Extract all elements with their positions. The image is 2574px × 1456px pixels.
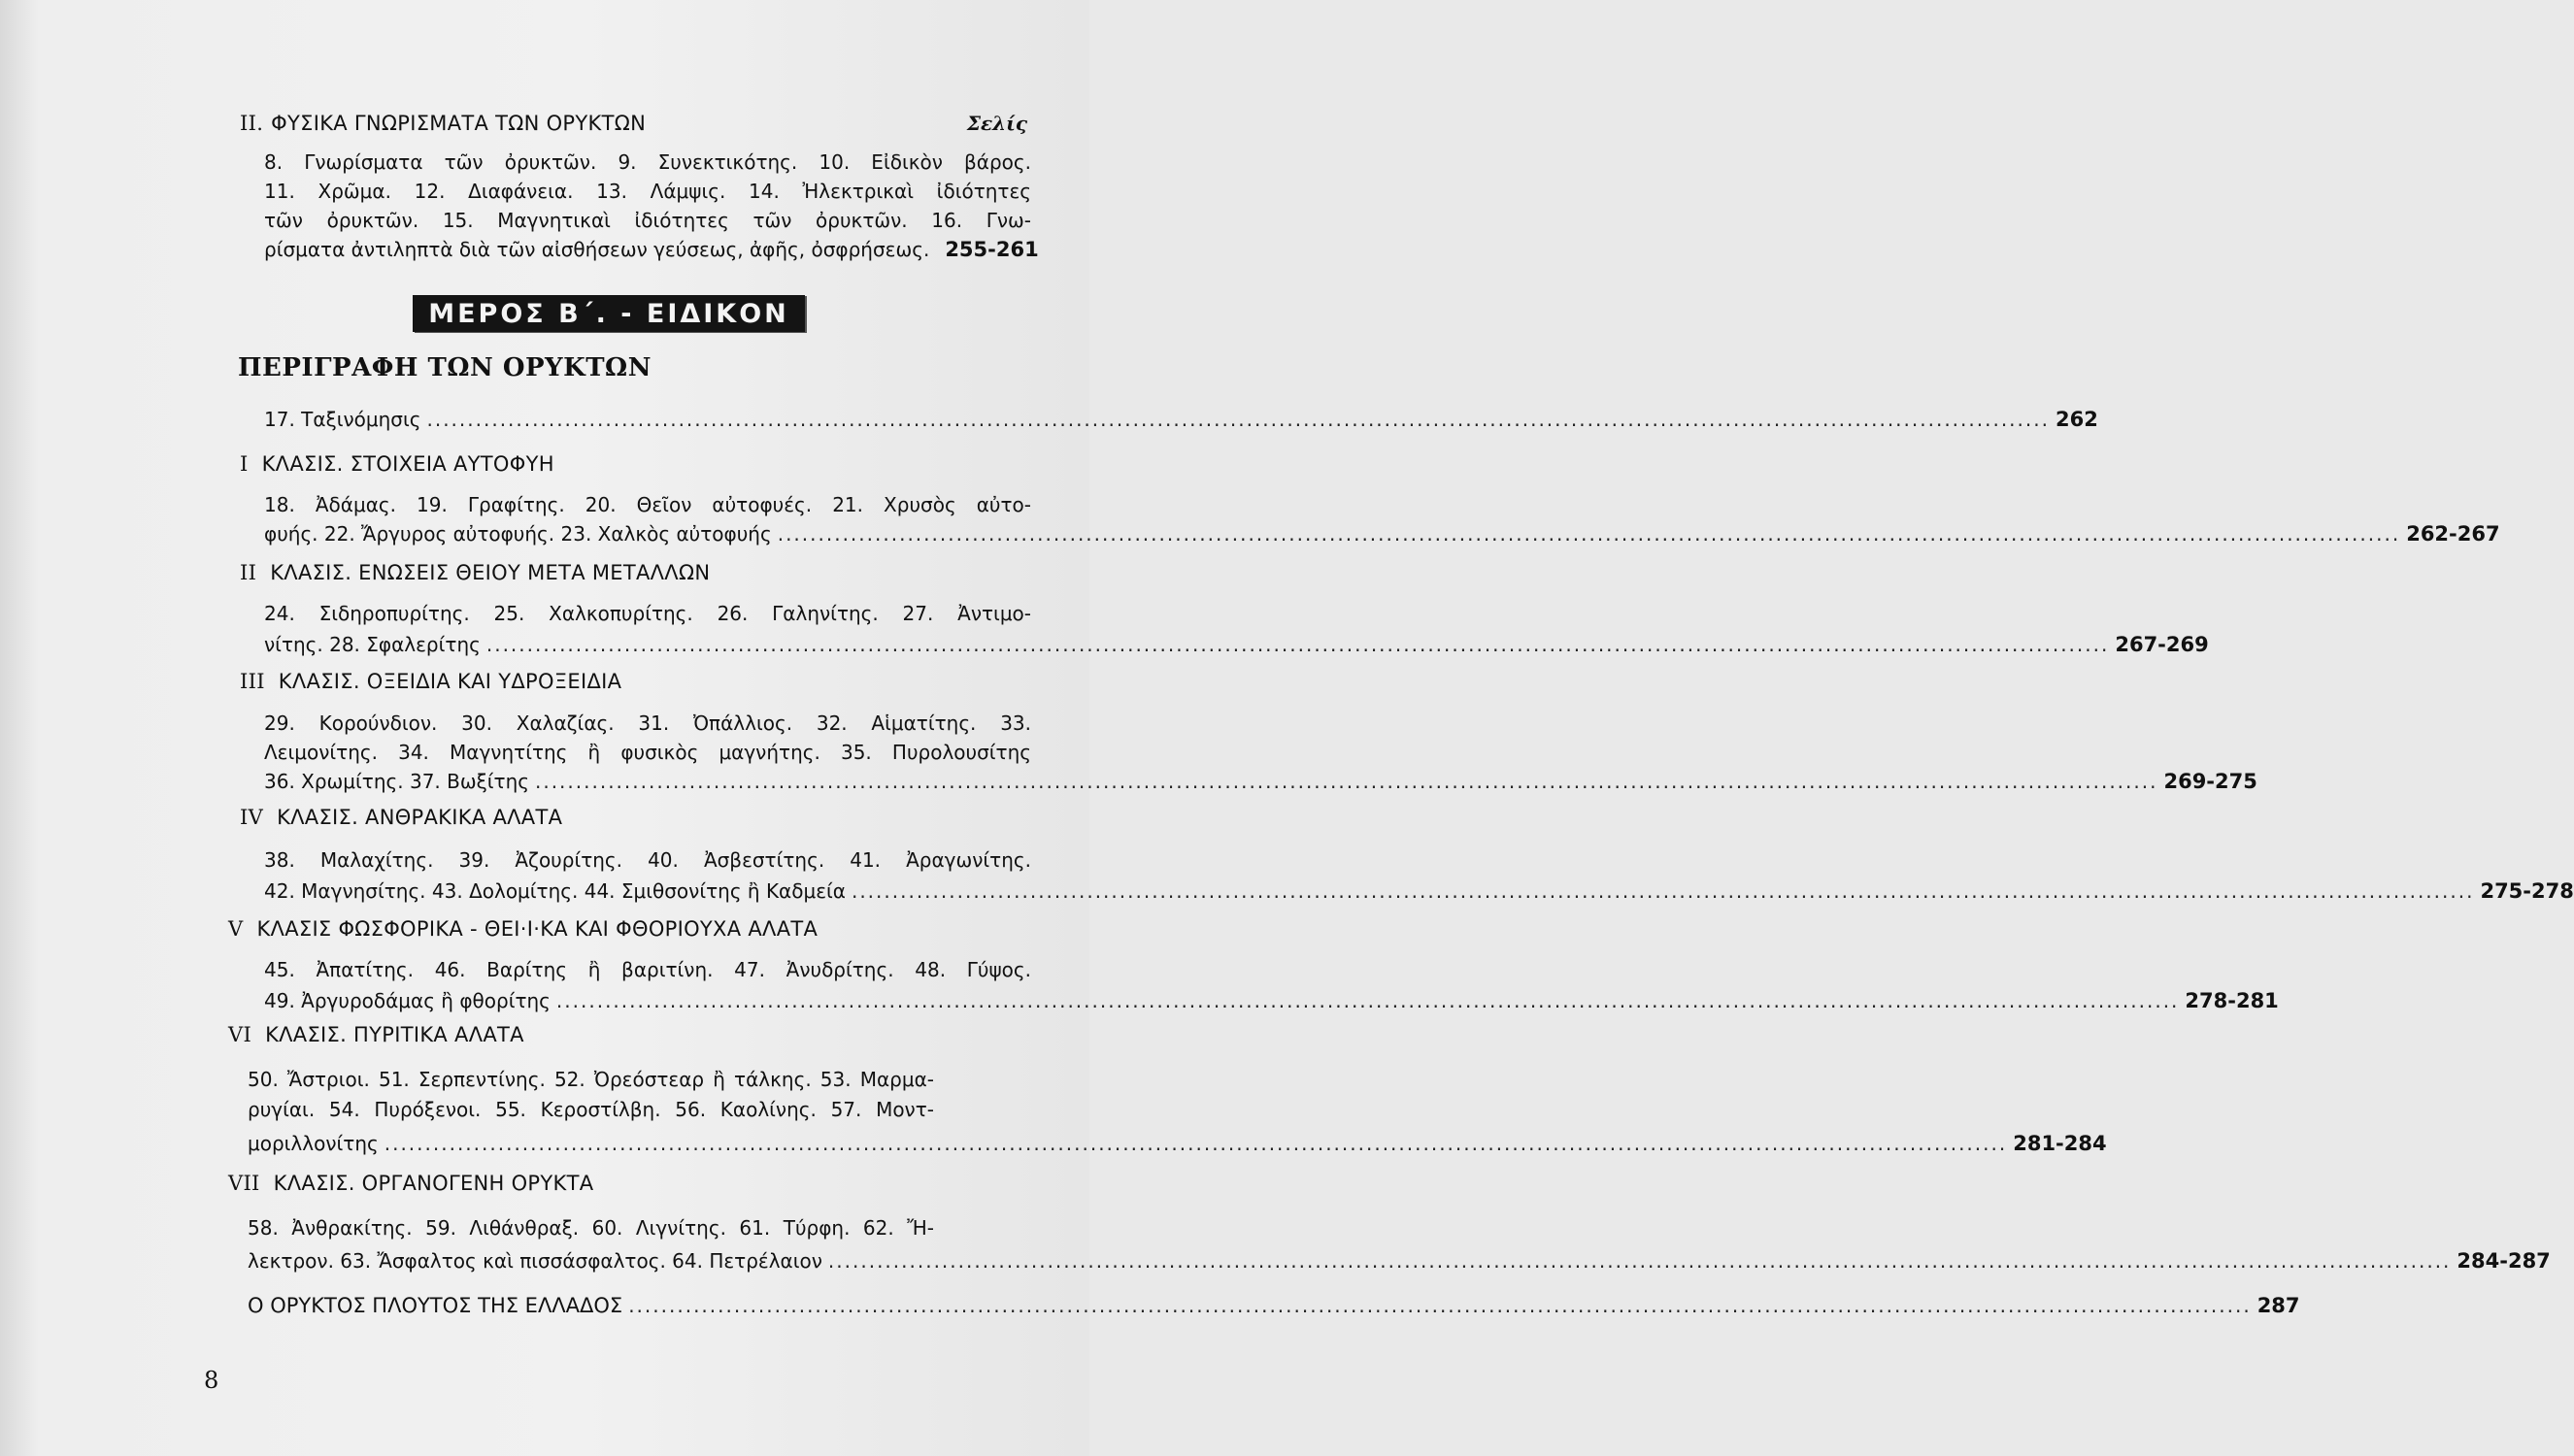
toc-text: 42. Μαγνησίτης. 43. Δολομίτης. 44. Σμιθσονίτης ἢ Καδμεία	[264, 879, 846, 903]
section-title: ΦΥΣΙΚΑ ΓΝΩΡΙΣΜΑΤΑ ΤΩΝ ΟΡΥΚΤΩΝ	[271, 112, 647, 135]
class-title: ΚΛΑΣΙΣ. ΑΝΘΡΑΚΙΚΑ ΑΛΑΤΑ	[277, 806, 563, 829]
page-range: 262	[2055, 408, 2098, 431]
class-numeral: V	[228, 917, 244, 941]
toc-line: ρυγίαι. 54. Πυρόξενοι. 55. Κεροστίλβη. 56. Καολίνης. 57. Μοντ-	[248, 1098, 934, 1121]
toc-text: 17. Ταξινόμησις	[264, 408, 421, 431]
page-range: 287	[2256, 1294, 2300, 1317]
leader-dots: ........................................................................................................................................................................................................	[555, 989, 2180, 1012]
leader-dots: ........................................................................................................................................................................................................	[777, 522, 2401, 546]
toc-line-last	[264, 238, 1039, 261]
toc-line: τῶν ὀρυκτῶν. 15. Μαγνητικαὶ ἰδιότητες τῶν ὀρυκτῶν. 16. Γνω-	[264, 209, 1031, 232]
class-heading	[240, 561, 710, 584]
class-title: ΚΛΑΣΙΣ. ΣΤΟΙΧΕΙΑ ΑΥΤΟΦΥΗ	[261, 452, 554, 476]
page-range: 255-261	[945, 238, 1039, 261]
toc-text: ρίσματα ἀντιληπτὰ διὰ τῶν αἰσθήσεων γεύσεως, ἀφῆς, ὀσφρήσεως.	[264, 238, 930, 261]
toc-text: φυής. 22. Ἄργυρος αὐτοφυής. 23. Χαλκὸς αὐτοφυής	[264, 522, 772, 546]
toc-line-last	[264, 879, 2574, 903]
class-heading	[240, 806, 562, 829]
part-banner: ΜΕΡΟΣ Β΄. - ΕΙΔΙΚΟΝ	[413, 295, 805, 332]
class-numeral: III	[240, 670, 265, 693]
toc-line: 18. Ἀδάμας. 19. Γραφίτης. 20. Θεῖον αὐτοφυές. 21. Χρυσὸς αὐτο-	[264, 493, 1031, 516]
toc-text: μοριλλονίτης	[248, 1132, 379, 1155]
class-title: ΚΛΑΣΙΣ. ΕΝΩΣΕΙΣ ΘΕΙΟΥ ΜΕΤΑ ΜΕΤΑΛΛΩΝ	[270, 561, 711, 584]
page-column-label: Σελίς	[966, 112, 1027, 135]
toc-line: 45. Ἀπατίτης. 46. Βαρίτης ἢ βαριτίνη. 47. Ἀνυδρίτης. 48. Γύψος.	[264, 958, 1031, 981]
toc-line-last	[264, 408, 2098, 431]
class-heading	[228, 1023, 524, 1046]
class-heading	[240, 452, 554, 476]
leader-dots: ........................................................................................................................................................................................................	[534, 770, 2158, 793]
leader-dots: ........................................................................................................................................................................................................	[426, 408, 2050, 431]
toc-line-last	[264, 770, 2257, 793]
class-numeral: VII	[228, 1172, 260, 1195]
leader-dots: ........................................................................................................................................................................................................	[485, 633, 2110, 656]
page-range: 269-275	[2163, 770, 2257, 793]
toc-line: 11. Χρῶμα. 12. Διαφάνεια. 13. Λάμψις. 14. Ἠλεκτρικαὶ ἰδιότητες	[264, 180, 1031, 203]
toc-line-last	[264, 522, 2500, 546]
section-heading-ii	[240, 112, 646, 135]
class-numeral: I	[240, 452, 249, 476]
class-heading	[240, 670, 621, 693]
class-title: ΚΛΑΣΙΣ ΦΩΣΦΟΡΙΚΑ - ΘΕΙ·Ι·ΚΑ ΚΑΙ ΦΘΟΡΙΟΥΧΑ ΑΛΑΤΑ	[256, 917, 819, 941]
class-heading	[228, 917, 818, 941]
class-title: ΚΛΑΣΙΣ. ΟΡΓΑΝΟΓΕΝΗ ΟΡΥΚΤΑ	[273, 1172, 594, 1195]
class-title: ΚΛΑΣΙΣ. ΟΞΕΙΔΙΑ ΚΑΙ ΥΔΡΟΞΕΙΔΙΑ	[278, 670, 622, 693]
toc-line: 24. Σιδηροπυρίτης. 25. Χαλκοπυρίτης. 26. Γαληνίτης. 27. Ἀντιμο-	[264, 602, 1031, 625]
toc-line: 50. Ἄστριοι. 51. Σερπεντίνης. 52. Ὀρεόστεαρ ἢ τάλκης. 53. Μαρμα-	[248, 1068, 934, 1091]
toc-line-last	[248, 1132, 2107, 1155]
toc-line-last	[248, 1294, 2300, 1317]
class-heading	[228, 1172, 593, 1195]
toc-text: 49. Ἀργυροδάμας ἢ φθορίτης	[264, 989, 551, 1012]
toc-text: Ο ΟΡΥΚΤΟΣ ΠΛΟΥΤΟΣ ΤΗΣ ΕΛΛΑΔΟΣ	[248, 1294, 623, 1317]
toc-line: 38. Μαλαχίτης. 39. Ἀζουρίτης. 40. Ἀσβεστίτης. 41. Ἀραγωνίτης.	[264, 848, 1031, 872]
class-numeral: II	[240, 561, 257, 584]
toc-line: 29. Κορούνδιον. 30. Χαλαζίας. 31. Ὀπάλλιος. 32. Αἱματίτης. 33.	[264, 711, 1031, 735]
toc-line-last	[248, 1249, 2551, 1273]
toc-line: 8. Γνωρίσματα τῶν ὀρυκτῶν. 9. Συνεκτικότης. 10. Εἰδικὸν βάρος.	[264, 150, 1031, 174]
page-range: 275-278	[2480, 879, 2574, 903]
toc-line-last	[264, 989, 2279, 1012]
leader-dots: ........................................................................................................................................................................................................	[384, 1132, 2008, 1155]
page-range: 262-267	[2406, 522, 2500, 546]
page-number: 8	[204, 1367, 219, 1394]
leader-dots: ........................................................................................................................................................................................................	[851, 879, 2475, 903]
toc-line: 58. Ἀνθρακίτης. 59. Λιθάνθραξ. 60. Λιγνίτης. 61. Τύρφη. 62. Ἤ-	[248, 1216, 934, 1240]
toc-line: Λειμονίτης. 34. Μαγνητίτης ἢ φυσικὸς μαγνήτης. 35. Πυρολουσίτης	[264, 741, 1031, 764]
class-numeral: VI	[228, 1023, 252, 1046]
page-range: 267-269	[2115, 633, 2209, 656]
page-range: 281-284	[2013, 1132, 2107, 1155]
toc-text: 36. Χρωμίτης. 37. Βωξίτης	[264, 770, 529, 793]
part-title: ΠΕΡΙΓΡΑΦΗ ΤΩΝ ΟΡΥΚΤΩΝ	[238, 353, 652, 382]
section-numeral: II.	[240, 112, 264, 135]
leader-dots: ........................................................................................................................................................................................................	[628, 1294, 2252, 1317]
page-range: 278-281	[2185, 989, 2279, 1012]
class-title: ΚΛΑΣΙΣ. ΠΥΡΙΤΙΚΑ ΑΛΑΤΑ	[265, 1023, 524, 1046]
toc-line-last	[264, 633, 2209, 656]
toc-text: λεκτρον. 63. Ἄσφαλτος καὶ πισσάσφαλτος. 64. Πετρέλαιον	[248, 1249, 822, 1273]
class-numeral: IV	[240, 806, 264, 829]
toc-text: νίτης. 28. Σφαλερίτης	[264, 633, 481, 656]
page-range: 284-287	[2457, 1249, 2551, 1273]
leader-dots: ........................................................................................................................................................................................................	[827, 1249, 2452, 1273]
